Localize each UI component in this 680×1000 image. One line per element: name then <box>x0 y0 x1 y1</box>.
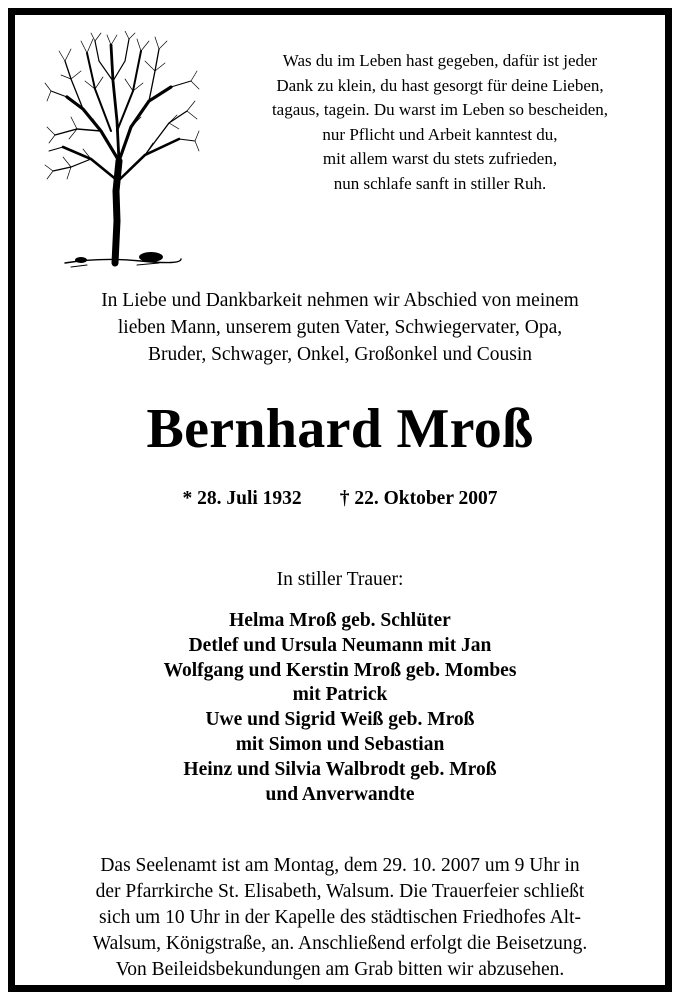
mourner-line: Detlef und Ursula Neumann mit Jan <box>188 634 492 656</box>
intro-line: In Liebe und Dankbarkeit nehmen wir Abschied von meinem <box>101 290 579 311</box>
intro-line: Bruder, Schwager, Onkel, Großonkel und Cousin <box>147 344 533 365</box>
poem-line: nur Pflicht und Arbeit kanntest du, <box>322 124 558 144</box>
mourner-line: Wolfgang und Kerstin Mroß geb. Mombes <box>163 659 517 681</box>
poem-line: nun schlafe sanft in stiller Ruh. <box>333 173 547 193</box>
poem-line: Dank zu klein, du hast gesorgt für deine Lieben, <box>276 75 604 95</box>
obituary-frame <box>8 8 672 992</box>
notice-line: Das Seelenamt ist am Montag, dem 29. 10. 2007 um 9 Uhr in <box>100 855 580 876</box>
mourning-label: In stiller Trauer: <box>276 569 404 590</box>
mourner-line: mit Patrick <box>292 684 388 706</box>
birth-date: * 28. Juli 1932 <box>182 488 302 509</box>
mourner-line: Uwe und Sigrid Weiß geb. Mroß <box>205 709 475 731</box>
notice-line: Von Beileidsbekundungen am Grab bitten wir abzusehen. <box>115 959 565 980</box>
mourners-list <box>15 609 665 807</box>
poem-line: mit allem warst du stets zufrieden, <box>322 149 558 168</box>
bare-tree-icon <box>41 31 201 271</box>
poem-line: tagaus, tagein. Du warst im Leben so bescheiden, <box>271 100 609 119</box>
mourner-line: Helma Mroß geb. Schlüter <box>229 610 451 631</box>
poem-line: Was du im Leben hast gegeben, dafür ist jeder <box>282 51 598 70</box>
notice-line: sich um 10 Uhr in der Kapelle des städtischen Friedhofes Alt- <box>99 907 581 928</box>
death-date: † 22. Oktober 2007 <box>339 488 498 509</box>
farewell-intro <box>15 287 665 368</box>
notice-line: der Pfarrkirche St. Elisabeth, Walsum. Die Trauerfeier schließt <box>95 881 585 902</box>
service-notice <box>15 853 665 983</box>
deceased-name: Bernhard Mroß <box>146 398 534 460</box>
life-dates <box>15 485 665 513</box>
notice-line: Walsum, Königstraße, an. Anschließend erfolgt die Beisetzung. <box>92 933 588 954</box>
mourner-line: und Anverwandte <box>265 783 415 805</box>
mourner-line: mit Simon und Sebastian <box>235 733 445 755</box>
memorial-poem <box>225 49 655 196</box>
mourner-line: Heinz und Silvia Walbrodt geb. Mroß <box>183 758 497 780</box>
intro-line: lieben Mann, unserem guten Vater, Schwiegervater, Opa, <box>117 317 563 338</box>
